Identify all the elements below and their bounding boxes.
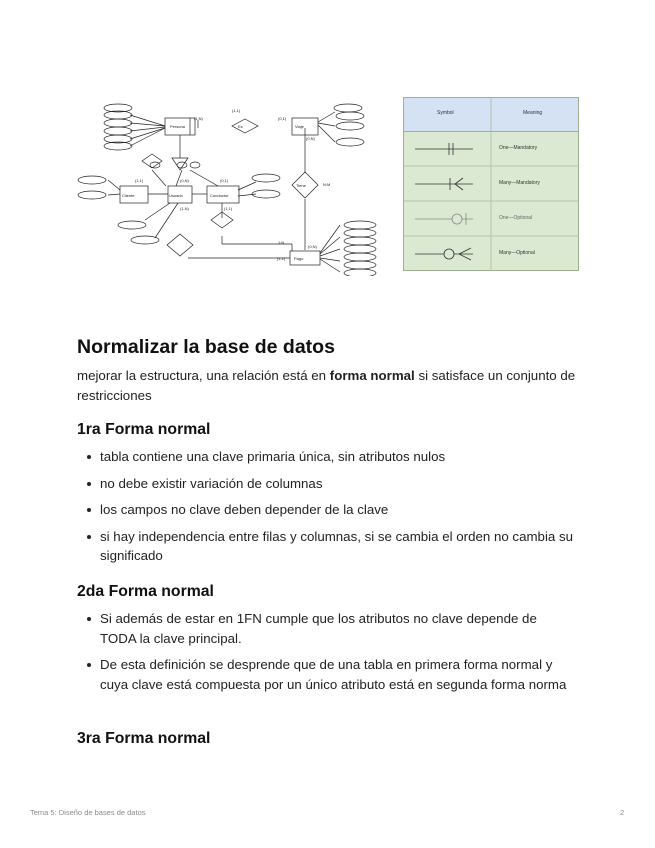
- section-heading-2fn: 2da Forma normal: [77, 583, 214, 600]
- legend-row-meaning: Many—Mandatory: [499, 180, 540, 186]
- svg-text:Viaje: Viaje: [295, 124, 304, 129]
- svg-text:Persona: Persona: [170, 124, 185, 129]
- legend-row-meaning: One—Mandatory: [499, 145, 538, 151]
- intro-bold-term: forma normal: [329, 368, 415, 383]
- svg-text:(1,1): (1,1): [277, 256, 286, 261]
- svg-text:Es: Es: [238, 124, 243, 129]
- svg-text:Tiene: Tiene: [296, 183, 306, 188]
- list-item: tabla contiene una clave primaria única, sin atributos nulos: [77, 447, 577, 467]
- er-diagram-svg: [70, 98, 390, 276]
- intro-paragraph: [77, 366, 577, 405]
- svg-text:(1,N): (1,N): [180, 206, 189, 211]
- svg-text:(1,1): (1,1): [135, 178, 144, 183]
- intro-text: mejorar la estructura, una relación está en: [77, 368, 330, 383]
- list-item: si hay independencia entre filas y columnas, si se cambia el orden no cambia su significado: [77, 527, 577, 566]
- list-item: Si además de estar en 1FN cumple que los atributos no clave depende de TODA la clave principal.: [77, 609, 567, 648]
- list-item: De esta definición se desprende que de una tabla en primera forma normal y cuya clave está compuesta por un único atributo está en segunda forma norma: [77, 655, 567, 694]
- svg-text:Pago: Pago: [294, 256, 304, 261]
- legend-row-meaning: One—Optional: [499, 215, 533, 221]
- legend-row-meaning: Many—Optional: [499, 250, 535, 256]
- page-title: Normalizar la base de datos: [77, 336, 335, 358]
- legend-header-meaning: Meaning: [523, 110, 543, 116]
- footer-title: Tema 5: Diseño de bases de datos: [30, 808, 146, 817]
- list-item: los campos no clave deben depender de la clave: [77, 500, 577, 520]
- svg-text:(0,N): (0,N): [180, 178, 189, 183]
- svg-text:(0,1): (0,1): [220, 178, 229, 183]
- cardinality-legend: [403, 97, 579, 271]
- svg-text:Conductor: Conductor: [210, 193, 229, 198]
- svg-text:(0,N): (0,N): [308, 244, 317, 249]
- legend-svg: [403, 97, 579, 271]
- footer-page-number: 2: [620, 808, 625, 817]
- svg-text:(0,1): (0,1): [278, 116, 287, 121]
- list-item: no debe existir variación de columnas: [77, 474, 577, 494]
- section-heading-1fn: 1ra Forma normal: [77, 421, 211, 438]
- svg-text:Usuario: Usuario: [169, 193, 183, 198]
- svg-text:(1,1): (1,1): [224, 206, 233, 211]
- svg-text:N:M: N:M: [323, 182, 331, 187]
- svg-text:Cliente: Cliente: [122, 193, 135, 198]
- intro-text: si satisface un conjunto de restricciones: [77, 368, 576, 403]
- svg-text:(1,1): (1,1): [232, 108, 241, 113]
- svg-text:(0,N): (0,N): [306, 136, 315, 141]
- svg-text:(1,N): (1,N): [194, 116, 203, 121]
- legend-header-symbol: Symbol: [437, 110, 454, 116]
- list-1fn: [77, 447, 577, 566]
- svg-text:1:N: 1:N: [278, 240, 285, 245]
- section-heading-3fn: 3ra Forma normal: [77, 730, 211, 747]
- er-diagram: [70, 98, 390, 276]
- list-2fn: [77, 609, 567, 694]
